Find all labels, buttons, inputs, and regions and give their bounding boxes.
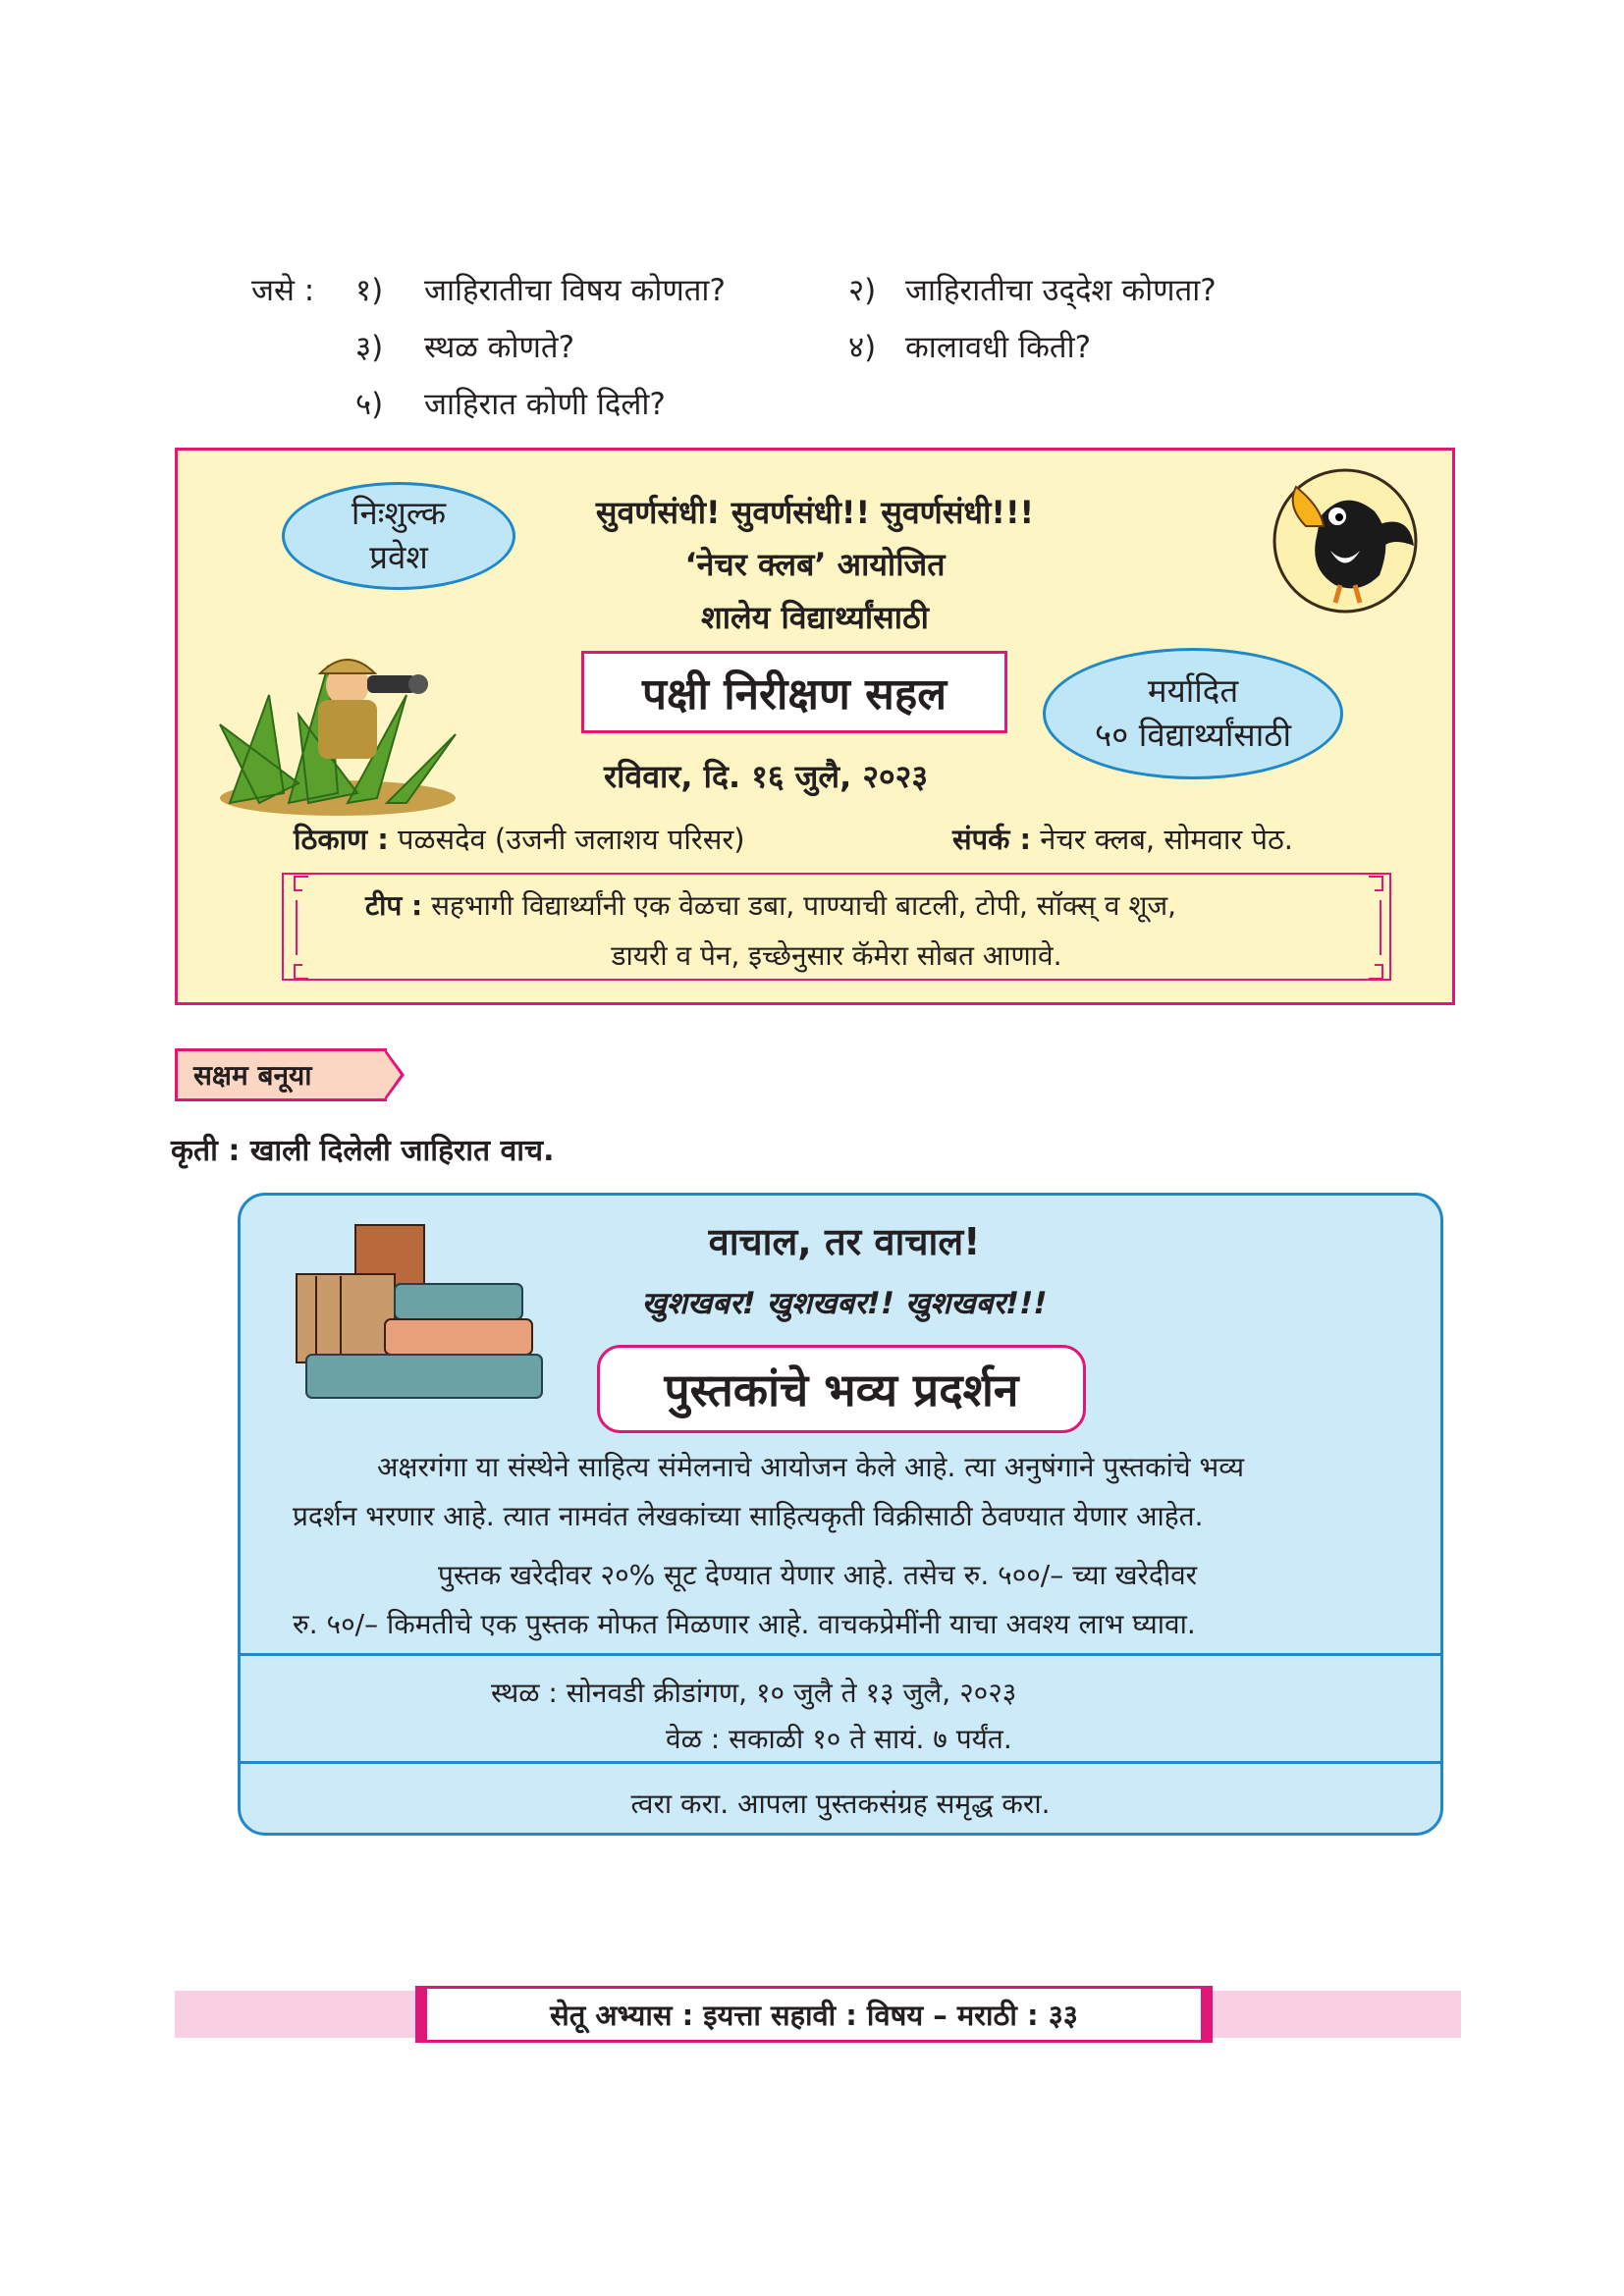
task-label: कृती : [171, 1134, 241, 1168]
ad1-headline: सुवर्णसंधी! सुवर्णसंधी!! सुवर्णसंधी!!! [595, 494, 1035, 531]
task-text: खाली दिलेली जाहिरात वाच. [249, 1134, 555, 1168]
ad1-audience: शालेय विद्यार्थ्यांसाठी [701, 599, 929, 636]
task-line [171, 1129, 554, 1169]
ad2-time: वेळ : सकाळी १० ते सायं. ७ पर्यंत. [666, 1723, 1012, 1755]
question-4-text: कालावधी किती? [905, 330, 1092, 365]
free-entry-line1: निःशुल्क [351, 494, 447, 533]
section-tag: सक्षम बनूया [175, 1048, 387, 1101]
question-3-text: स्थळ कोणते? [424, 330, 575, 365]
contact-label: संपर्क : [952, 823, 1032, 856]
toucan-mascot-icon [1267, 467, 1424, 618]
free-entry-line2: प्रवेश [369, 538, 428, 576]
question-1-text: जाहिरातीचा विषय कोणता? [424, 273, 726, 308]
limited-seats-line1: मर्यादित [1147, 671, 1239, 711]
ad1-date: रविवार, दि. १६ जुलै, २०२३ [604, 758, 928, 795]
questions-lead: जसे : [251, 273, 315, 308]
ad2-headline: वाचाल, तर वाचाल! [708, 1220, 981, 1263]
question-1-num: १) [355, 273, 384, 308]
limited-seats-line2: ५० विद्यार्थ्यांसाठी [1094, 716, 1292, 754]
section-tag-arrow-fill [384, 1051, 401, 1098]
ad2-title: पुस्तकांचे भव्य प्रदर्शन [597, 1345, 1086, 1433]
ad2-closing: त्वरा करा. आपला पुस्तकसंग्रह समृद्ध करा. [630, 1788, 1051, 1820]
ad1-organiser: ‘नेचर क्लब’ आयोजित [684, 546, 946, 583]
footer-text: सेतू अभ्यास : इयत्ता सहावी : विषय – मराठी : ३३ [424, 1986, 1204, 2043]
footer-right-bar [1204, 1986, 1213, 2043]
tip-text-1: सहभागी विद्यार्थ्यांनी एक वेळचा डबा, पाण्याची बाटली, टोपी, सॉक्स् व शूज, [431, 889, 1177, 922]
tip-label: टीप : [365, 889, 423, 922]
place-label: ठिकाण : [294, 823, 389, 856]
ad1-contact [952, 820, 1293, 858]
ad2-divider-2 [241, 1761, 1440, 1764]
question-5-num: ५) [355, 387, 384, 422]
ad1-place [294, 820, 745, 858]
ad2-para1-line2: प्रदर्शन भरणार आहे. त्यात नामवंत लेखकांच्या साहित्यकृती विक्रीसाठी ठेवण्यात येणार आहेत. [293, 1500, 1204, 1532]
tip-line-1 [365, 886, 1176, 924]
footer-left-bar [415, 1986, 424, 2043]
ad2-venue: स्थळ : सोनवडी क्रीडांगण, १० जुलै ते १३ जुलै, २०२३ [491, 1677, 1017, 1709]
ad2-para2-line2: रु. ५०/– किमतीचे एक पुस्तक मोफत मिळणार आहे. वाचकप्रेमींनी याचा अवश्य लाभ घ्यावा. [293, 1608, 1196, 1640]
question-2-text: जाहिरातीचा उद्‌देश कोणता? [905, 273, 1217, 308]
stack-of-books-icon [287, 1215, 552, 1415]
limited-seats-oval [1043, 648, 1343, 779]
ad2-para1-line1: अक्षरगंगा या संस्थेने साहित्य संमेलनाचे आयोजन केले आहे. त्या अनुषंगाने पुस्तकांचे भव्य [377, 1451, 1245, 1483]
question-2-num: २) [848, 273, 877, 308]
free-entry-oval [282, 482, 515, 590]
tip-line-2: डायरी व पेन, इच्छेनुसार कॅमेरा सोबत आणावे. [611, 939, 1062, 972]
ad1-title: पक्षी निरीक्षण सहल [581, 651, 1007, 733]
ad2-para2-line1: पुस्तक खरेदीवर २०% सूट देण्यात येणार आहे. तसेच रु. ५००/– च्या खरेदीवर [438, 1559, 1198, 1591]
explorer-with-binoculars-icon [210, 607, 465, 822]
ad2-subhead: खुशखबर! खुशखबर!! खुशखबर!!! [641, 1286, 1048, 1321]
question-4-num: ४) [848, 330, 877, 365]
question-3-num: ३) [355, 330, 384, 365]
contact-value: नेचर क्लब, सोमवार पेठ. [1040, 823, 1294, 856]
ad2-divider-1 [241, 1653, 1440, 1656]
question-5-text: जाहिरात कोणी दिली? [424, 387, 666, 422]
place-value: पळसदेव (उजनी जलाशय परिसर) [398, 823, 745, 856]
